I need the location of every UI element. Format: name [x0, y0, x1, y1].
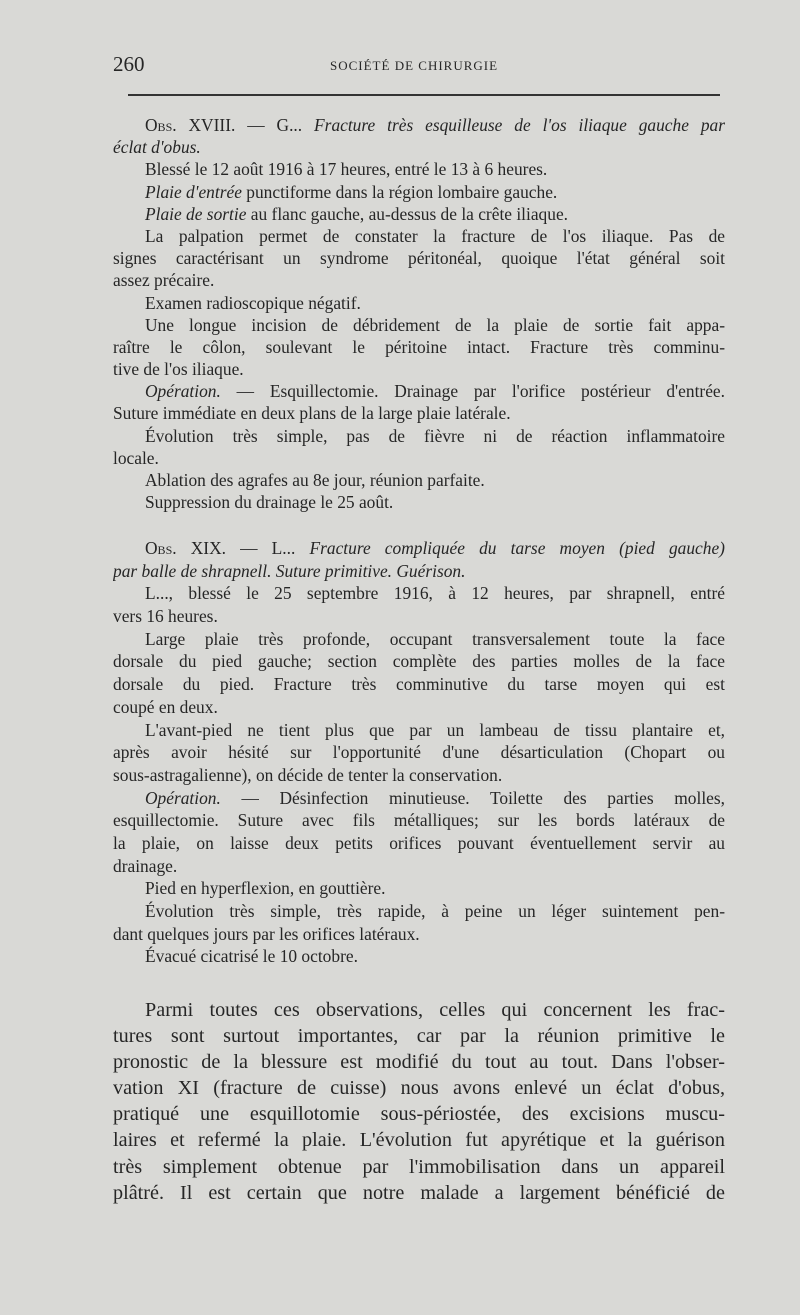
- text-segment: laires et refermé la plaie. L'évolution fut apyrétique et la guérison: [113, 1129, 725, 1152]
- italic-text: Plaie de sortie: [145, 203, 247, 224]
- page-number: 260: [113, 52, 145, 76]
- text-segment: Suture immédiate en deux plans de la large plaie latérale.: [113, 403, 511, 424]
- text-line: [113, 900, 725, 923]
- text-segment: coupé en deux.: [113, 696, 218, 717]
- text-segment: L'avant-pied ne tient plus que par un lambeau de tissu plantaire et,: [145, 719, 725, 740]
- text-line: [113, 832, 725, 855]
- observation-18: [113, 114, 725, 513]
- text-segment: — Désinfection minutieuse. Toilette des parties molles,: [220, 787, 725, 808]
- text-line: [113, 292, 725, 314]
- text-line: [113, 537, 725, 560]
- text-line: [113, 225, 725, 247]
- text-line: [113, 855, 725, 878]
- text-line: [113, 1180, 725, 1206]
- text-segment: assez précaire.: [113, 270, 215, 291]
- text-line: [113, 560, 725, 583]
- text-line: [113, 741, 725, 764]
- text-line: [113, 1127, 725, 1153]
- text-segment: esquillectomie. Suture avec fils métalliques; sur les bords latéraux de: [113, 810, 725, 831]
- text-line: [113, 719, 725, 742]
- text-segment: Évolution très simple, pas de fièvre ni de réaction inflammatoire: [145, 425, 725, 446]
- text-line: [113, 402, 725, 424]
- text-line: [113, 158, 725, 180]
- text-segment: plâtré. Il est certain que notre malade a largement bénéficié de: [113, 1181, 725, 1204]
- text-line: [113, 605, 725, 628]
- italic-text: Fracture compliquée du tarse moyen (pied gauche): [309, 538, 725, 558]
- text-line: [113, 136, 725, 158]
- text-segment: locale.: [113, 447, 159, 468]
- text-line: [113, 425, 725, 447]
- text-line: [113, 1023, 725, 1049]
- text-segment: signes caractérisant un syndrome péritonéal, quoique l'état général soit: [113, 248, 725, 269]
- header-rule: [128, 94, 720, 96]
- text-segment: drainage.: [113, 855, 178, 876]
- small-caps-text: Obs.: [145, 538, 177, 558]
- text-segment: après avoir hésité sur l'opportunité d'une désarticulation (Chopart ou: [113, 742, 725, 763]
- text-line: [113, 764, 725, 787]
- text-line: [113, 945, 725, 968]
- text-line: [113, 469, 725, 491]
- text-line: [113, 650, 725, 673]
- italic-text: Plaie d'entrée: [145, 181, 242, 202]
- text-line: [113, 269, 725, 291]
- text-segment: pronostic de la blessure est modifié du tout au tout. Dans l'obser-: [113, 1051, 725, 1074]
- text-segment: Blessé le 12 août 1916 à 17 heures, entré le 13 à 6 heures.: [145, 159, 548, 180]
- italic-text: Fracture très esquilleuse de l'os iliaque gauche par: [314, 115, 725, 135]
- text-segment: vers 16 heures.: [113, 606, 218, 627]
- text-segment: pratiqué une esquillotomie sous-périostée, des excisions muscu-: [113, 1103, 725, 1126]
- text-line: [113, 358, 725, 380]
- text-segment: dorsale du pied. Fracture très comminutive du tarse moyen qui est: [113, 674, 725, 695]
- text-segment: Pied en hyperflexion, en gouttière.: [145, 878, 386, 899]
- text-line: [113, 582, 725, 605]
- running-title: SOCIÉTÉ DE CHIRURGIE: [330, 58, 499, 73]
- text-segment: XIX. — L...: [176, 538, 310, 558]
- small-caps-text: Obs.: [145, 115, 177, 135]
- text-segment: Évacué cicatrisé le 10 octobre.: [145, 946, 358, 967]
- text-line: [113, 628, 725, 651]
- text-segment: dant quelques jours par les orifices latéraux.: [113, 923, 420, 944]
- text-segment: Une longue incision de débridement de la plaie de sortie fait appa-: [145, 314, 725, 335]
- text-line: [113, 696, 725, 719]
- text-line: [113, 809, 725, 832]
- text-line: [113, 447, 725, 469]
- text-segment: vation XI (fracture de cuisse) nous avons enlevé un éclat d'obus,: [113, 1077, 725, 1100]
- text-segment: Parmi toutes ces observations, celles qui concernent les frac-: [145, 999, 725, 1021]
- text-segment: L..., blessé le 25 septembre 1916, à 12 heures, par shrapnell, entré: [145, 583, 725, 604]
- text-segment: Ablation des agrafes au 8e jour, réunion parfaite.: [145, 470, 485, 490]
- text-line: [113, 997, 725, 1023]
- text-segment: au flanc gauche, au-dessus de la crête iliaque.: [246, 203, 569, 224]
- text-segment: Suppression du drainage le 25 août.: [145, 492, 394, 513]
- italic-text: éclat d'obus.: [113, 137, 201, 158]
- text-segment: XVIII. — G...: [176, 115, 315, 135]
- text-line: [113, 923, 725, 946]
- text-line: [113, 203, 725, 225]
- italic-text: Opération.: [145, 787, 221, 808]
- text-segment: tive de l'os iliaque.: [113, 359, 244, 380]
- text-line: [113, 1101, 725, 1127]
- italic-text: Opération.: [145, 381, 221, 402]
- text-segment: Évolution très simple, très rapide, à peine un léger suintement pen-: [145, 901, 725, 921]
- text-line: [113, 491, 725, 513]
- text-segment: — Esquillectomie. Drainage par l'orifice postérieur d'entrée.: [220, 381, 725, 402]
- text-line: [113, 314, 725, 336]
- text-line: [113, 247, 725, 269]
- text-segment: la plaie, on laisse deux petits orifices pouvant éventuellement servir au: [113, 832, 725, 853]
- text-segment: très simplement obtenue par l'immobilisation dans un appareil: [113, 1155, 725, 1178]
- text-line: [113, 181, 725, 203]
- text-line: [113, 1154, 725, 1180]
- text-line: [113, 787, 725, 810]
- text-segment: Examen radioscopique négatif.: [145, 292, 361, 313]
- text-line: [113, 114, 725, 136]
- observation-19: [113, 537, 725, 968]
- conclusion-paragraph: [113, 997, 725, 1206]
- text-segment: punctiforme dans la région lombaire gauche.: [241, 181, 558, 202]
- text-segment: sous-astragalienne), on décide de tenter la conservation.: [113, 764, 503, 785]
- text-segment: La palpation permet de constater la fracture de l'os iliaque. Pas de: [145, 225, 725, 246]
- text-segment: Large plaie très profonde, occupant transversalement toute la face: [145, 628, 725, 649]
- text-segment: dorsale du pied gauche; section complète des parties molles de la face: [113, 651, 725, 672]
- text-line: [113, 673, 725, 696]
- text-segment: raître le côlon, soulevant le péritoine intact. Fracture très comminu-: [113, 336, 725, 357]
- text-line: [113, 877, 725, 900]
- text-line: [113, 1049, 725, 1075]
- italic-text: par balle de shrapnell. Suture primitive. Guérison.: [113, 560, 466, 581]
- text-line: [113, 336, 725, 358]
- text-line: [113, 1075, 725, 1101]
- text-segment: tures sont surtout importantes, car par la réunion primitive le: [113, 1025, 725, 1048]
- text-line: [113, 380, 725, 402]
